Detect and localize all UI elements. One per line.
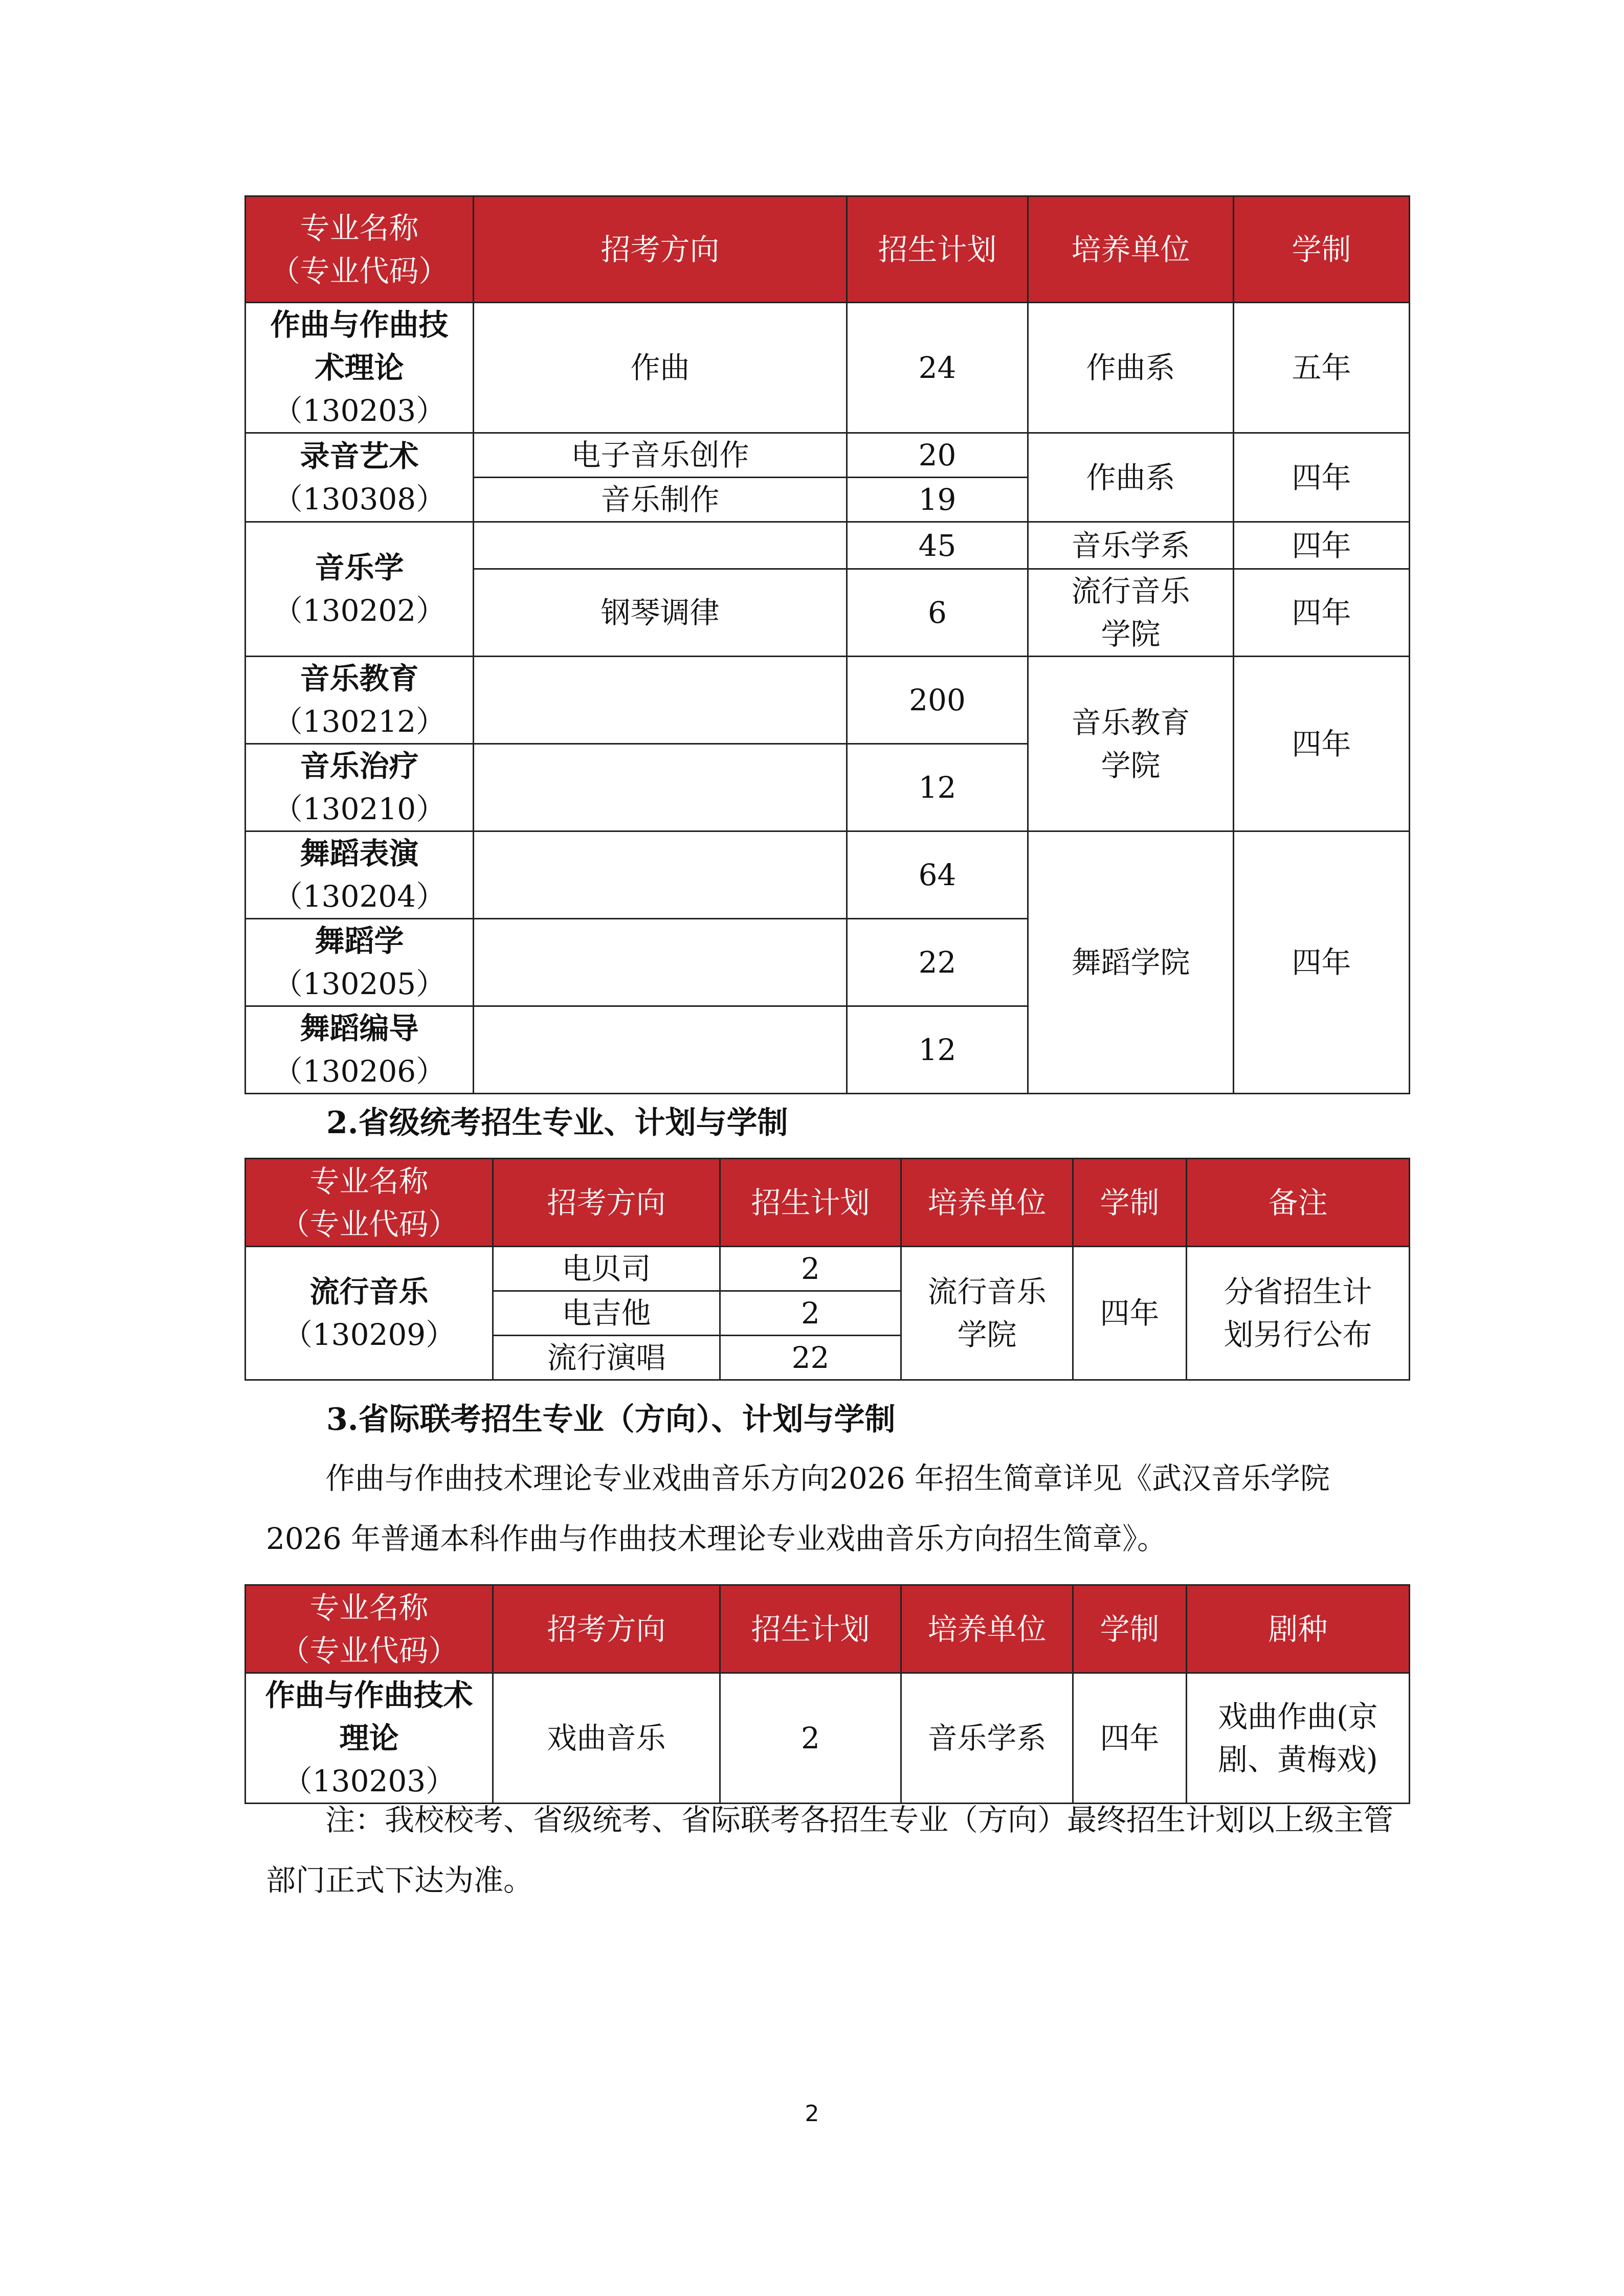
direction-cell: 音乐制作 [474, 478, 847, 522]
major-cell [246, 744, 474, 831]
major-name: 舞蹈编导 [300, 1011, 419, 1046]
direction-cell: 电吉他 [493, 1291, 720, 1336]
major-code: （130210） [273, 792, 446, 826]
plan-cell: 6 [847, 569, 1028, 657]
major-name: 音乐学 [315, 550, 404, 585]
unit-cell: 音乐学系 [1028, 522, 1234, 569]
unit-cell: 作曲系 [1028, 433, 1234, 522]
direction-cell: 戏曲音乐 [493, 1673, 720, 1804]
table-row [246, 1673, 1410, 1804]
major-cell [246, 522, 474, 657]
major-cell [246, 1006, 474, 1094]
table-interprovincial-exam [244, 1584, 1410, 1804]
major-cell [246, 657, 474, 744]
header-plan: 招生计划 [847, 196, 1028, 303]
major-cell [246, 433, 474, 522]
direction-cell [474, 1006, 847, 1094]
years-cell: 四年 [1234, 657, 1410, 831]
table-row [246, 303, 1410, 433]
section-heading: 2.省级统考招生专业、计划与学制 [326, 1105, 788, 1141]
years-cell: 四年 [1234, 433, 1410, 522]
header-plan: 招生计划 [720, 1585, 901, 1673]
major-name: 流行音乐 [309, 1274, 429, 1309]
major-cell [246, 1673, 493, 1804]
unit-cell: 作曲系 [1028, 303, 1234, 433]
unit-cell: 音乐教育学院 [1028, 657, 1234, 831]
table-header-row [246, 1159, 1410, 1247]
major-name: 音乐教育 [300, 661, 419, 696]
major-cell [246, 831, 474, 919]
table-header-row [246, 1585, 1410, 1673]
plan-cell: 24 [847, 303, 1028, 433]
major-code: （130203） [273, 393, 446, 428]
years-cell: 四年 [1073, 1673, 1187, 1804]
table-row [246, 1247, 1410, 1291]
section3-paragraph: 作曲与作曲技术理论专业戏曲音乐方向2026 年招生简章详见《武汉音乐学院 2026 年普通本科作曲与作曲技术理论专业戏曲音乐方向招生简章》。 [266, 1461, 1330, 1556]
years-cell: 五年 [1234, 303, 1410, 433]
page-number: 2 [805, 2101, 819, 2127]
major-code: （130203） [282, 1764, 456, 1798]
table-provincial-exam [244, 1158, 1410, 1381]
major-code: （130209） [282, 1317, 456, 1352]
plan-cell: 20 [847, 433, 1028, 478]
header-unit: 培养单位 [901, 1159, 1073, 1247]
section-heading: 3.省际联考招生专业（方向）、计划与学制 [326, 1402, 896, 1437]
unit-cell: 舞蹈学院 [1028, 831, 1234, 1094]
header-major: 专业名称 （专业代码） [246, 1159, 493, 1247]
major-cell [246, 303, 474, 433]
major-cell [246, 919, 474, 1006]
header-years: 学制 [1073, 1585, 1187, 1673]
table-school-exam [244, 195, 1410, 1094]
header-years: 学制 [1234, 196, 1410, 303]
header-unit: 培养单位 [901, 1585, 1073, 1673]
header-major: 专业名称 （专业代码） [246, 196, 474, 303]
header-plan: 招生计划 [720, 1159, 901, 1247]
direction-cell: 电子音乐创作 [474, 433, 847, 478]
direction-cell [474, 657, 847, 744]
header-years: 学制 [1073, 1159, 1187, 1247]
major-name: 舞蹈表演 [300, 836, 419, 871]
header-major: 专业名称 （专业代码） [246, 1585, 493, 1673]
major-name: 作曲与作曲技术理论 [265, 1678, 473, 1755]
table-row [246, 433, 1410, 478]
major-name: 音乐治疗 [300, 749, 419, 783]
direction-cell: 流行演唱 [493, 1336, 720, 1380]
direction-cell: 电贝司 [493, 1247, 720, 1291]
plan-cell: 22 [847, 919, 1028, 1006]
major-code: （130204） [273, 879, 446, 914]
direction-cell: 钢琴调律 [474, 569, 847, 657]
header-direction: 招考方向 [493, 1159, 720, 1247]
major-name: 舞蹈学 [315, 924, 404, 958]
plan-cell: 12 [847, 1006, 1028, 1094]
direction-cell: 作曲 [474, 303, 847, 433]
plan-cell: 2 [720, 1247, 901, 1291]
direction-cell [474, 919, 847, 1006]
plan-cell: 12 [847, 744, 1028, 831]
table-row [246, 657, 1410, 744]
plan-cell: 2 [720, 1291, 901, 1336]
major-code: （130212） [273, 704, 446, 739]
plan-cell: 19 [847, 478, 1028, 522]
major-code: （130308） [273, 481, 446, 516]
table-header-row [246, 196, 1410, 303]
plan-cell: 64 [847, 831, 1028, 919]
opera-cell: 戏曲作曲(京剧、黄梅戏) [1187, 1673, 1410, 1804]
note-cell: 分省招生计划另行公布 [1187, 1247, 1410, 1380]
major-name: 录音艺术 [300, 438, 419, 474]
header-opera: 剧种 [1187, 1585, 1410, 1673]
direction-cell [474, 831, 847, 919]
plan-cell: 2 [720, 1673, 901, 1804]
header-direction: 招考方向 [474, 196, 847, 303]
plan-cell: 22 [720, 1336, 901, 1380]
direction-cell [474, 744, 847, 831]
table-row [246, 831, 1410, 919]
header-unit: 培养单位 [1028, 196, 1234, 303]
years-cell: 四年 [1234, 831, 1410, 1094]
major-code: （130206） [273, 1054, 446, 1089]
major-cell [246, 1247, 493, 1380]
years-cell: 四年 [1234, 569, 1410, 657]
plan-cell: 200 [847, 657, 1028, 744]
header-direction: 招考方向 [493, 1585, 720, 1673]
direction-cell [474, 522, 847, 569]
years-cell: 四年 [1234, 522, 1410, 569]
major-code: （130202） [273, 593, 446, 628]
plan-cell: 45 [847, 522, 1028, 569]
major-name: 作曲与作曲技术理论 [270, 307, 449, 385]
major-code: （130205） [273, 966, 446, 1001]
unit-cell: 流行音乐学院 [1028, 569, 1234, 657]
unit-cell: 流行音乐学院 [901, 1247, 1073, 1380]
table-row [246, 522, 1410, 569]
header-note: 备注 [1187, 1159, 1410, 1247]
unit-cell: 音乐学系 [901, 1673, 1073, 1804]
footnote: 注：我校校考、省级统考、省际联考各招生专业（方向）最终招生计划以上级主管部门正式下达为准。 [266, 1803, 1394, 1898]
years-cell: 四年 [1073, 1247, 1187, 1380]
